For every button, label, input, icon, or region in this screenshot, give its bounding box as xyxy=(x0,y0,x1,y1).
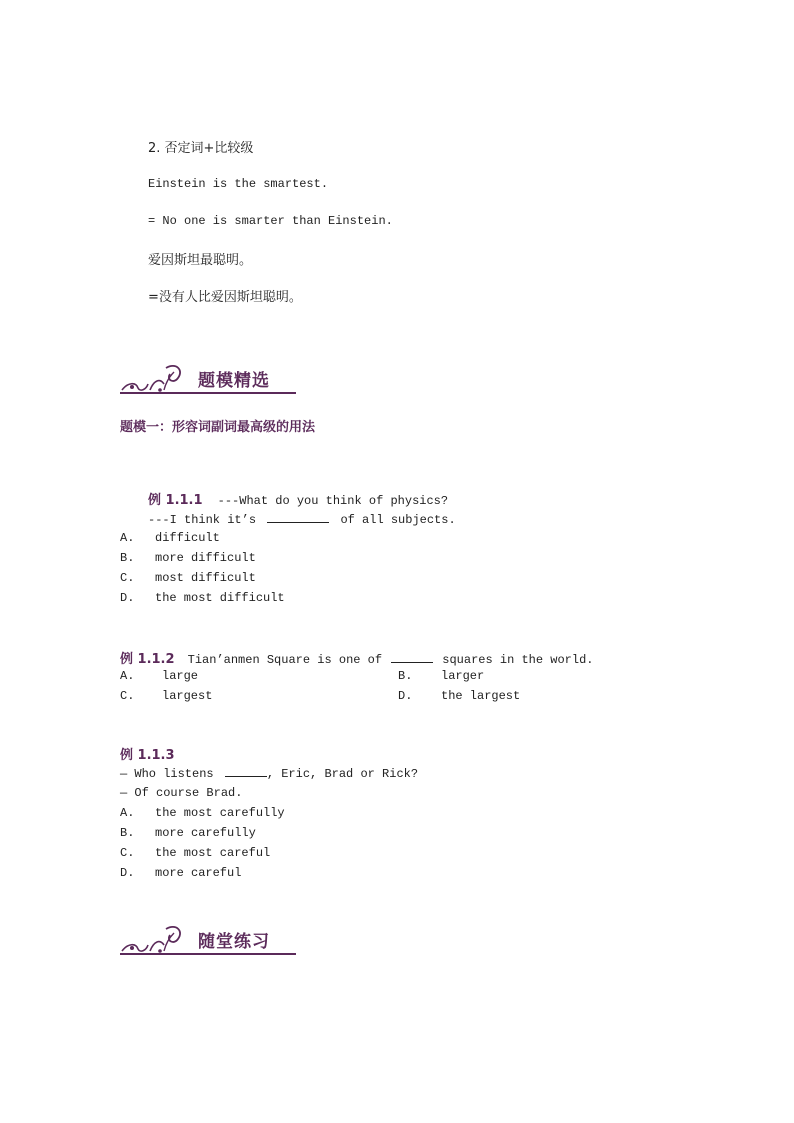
option-text: more difficult xyxy=(155,551,256,565)
example-block xyxy=(148,489,448,508)
option-text: the most difficult xyxy=(155,591,285,605)
option-item xyxy=(120,669,199,683)
option-letter: D. xyxy=(398,689,413,703)
example-label: 例 1.1.3 xyxy=(120,748,175,763)
option-letter: A. xyxy=(120,531,135,545)
banner-title: 随堂练习 xyxy=(198,932,270,952)
question-text: Tian’anmen Square is one of xyxy=(187,653,383,667)
option-item xyxy=(120,826,256,840)
option-item xyxy=(120,571,256,585)
option-text: difficult xyxy=(155,531,220,545)
option-letter: D. xyxy=(120,866,135,880)
example-label: 例 1.1.1 xyxy=(148,493,203,508)
question-text: of all subjects. xyxy=(340,513,456,527)
option-item xyxy=(120,806,285,820)
section-banner xyxy=(120,360,296,394)
option-letter: C. xyxy=(120,846,135,860)
sentence-line: 爱因斯坦最聪明。 xyxy=(148,253,253,268)
option-text: the most careful xyxy=(155,846,271,860)
option-text: more carefully xyxy=(155,826,256,840)
option-letter: D. xyxy=(120,591,135,605)
answer-blank xyxy=(225,765,267,777)
option-letter: B. xyxy=(120,551,135,565)
option-item xyxy=(120,551,256,565)
option-letter: A. xyxy=(120,669,135,683)
question-line xyxy=(120,765,418,781)
answer-line: — Of course Brad. xyxy=(120,786,243,800)
option-text: the most carefully xyxy=(155,806,285,820)
sentence-line: =没有人比爱因斯坦聪明。 xyxy=(148,290,302,305)
option-text: the largest xyxy=(441,689,521,703)
option-text: large xyxy=(162,669,199,683)
question-text: ---I think it’s xyxy=(148,513,257,527)
banner-underline xyxy=(120,392,296,394)
example-block xyxy=(120,648,594,667)
question-text: , Eric, Brad or Rick? xyxy=(266,767,419,781)
question-text: squares in the world. xyxy=(442,653,594,667)
option-text: most difficult xyxy=(155,571,256,585)
option-letter: B. xyxy=(398,669,413,683)
answer-blank xyxy=(391,651,433,663)
option-item xyxy=(398,689,521,703)
flourish-ornament-icon xyxy=(120,921,190,955)
sentence-line: = No one is smarter than Einstein. xyxy=(148,214,393,228)
option-item xyxy=(120,591,285,605)
option-letter: B. xyxy=(120,826,135,840)
example-label: 例 1.1.2 xyxy=(120,652,175,667)
option-letter: C. xyxy=(120,689,135,703)
option-item xyxy=(398,669,485,683)
option-letter: C. xyxy=(120,571,135,585)
section-banner xyxy=(120,921,296,955)
banner-title: 题模精选 xyxy=(198,371,270,391)
sentence-line: Einstein is the smartest. xyxy=(148,177,329,191)
question-text: — Who listens xyxy=(120,767,214,781)
option-text: more careful xyxy=(155,866,242,880)
flourish-ornament-icon xyxy=(120,360,190,394)
option-item xyxy=(120,866,242,880)
answer-blank xyxy=(267,511,329,523)
question-text: ---What do you think of physics? xyxy=(217,494,449,508)
option-item xyxy=(120,531,220,545)
option-item xyxy=(120,689,213,703)
question-line xyxy=(148,511,456,527)
option-item xyxy=(120,846,271,860)
option-letter: A. xyxy=(120,806,135,820)
topic-title: 题模一：形容词副词最高级的用法 xyxy=(120,420,316,435)
banner-underline xyxy=(120,953,296,955)
option-text: larger xyxy=(441,669,485,683)
option-text: largest xyxy=(162,689,213,703)
section-heading: 2. 否定词+比较级 xyxy=(148,141,254,156)
